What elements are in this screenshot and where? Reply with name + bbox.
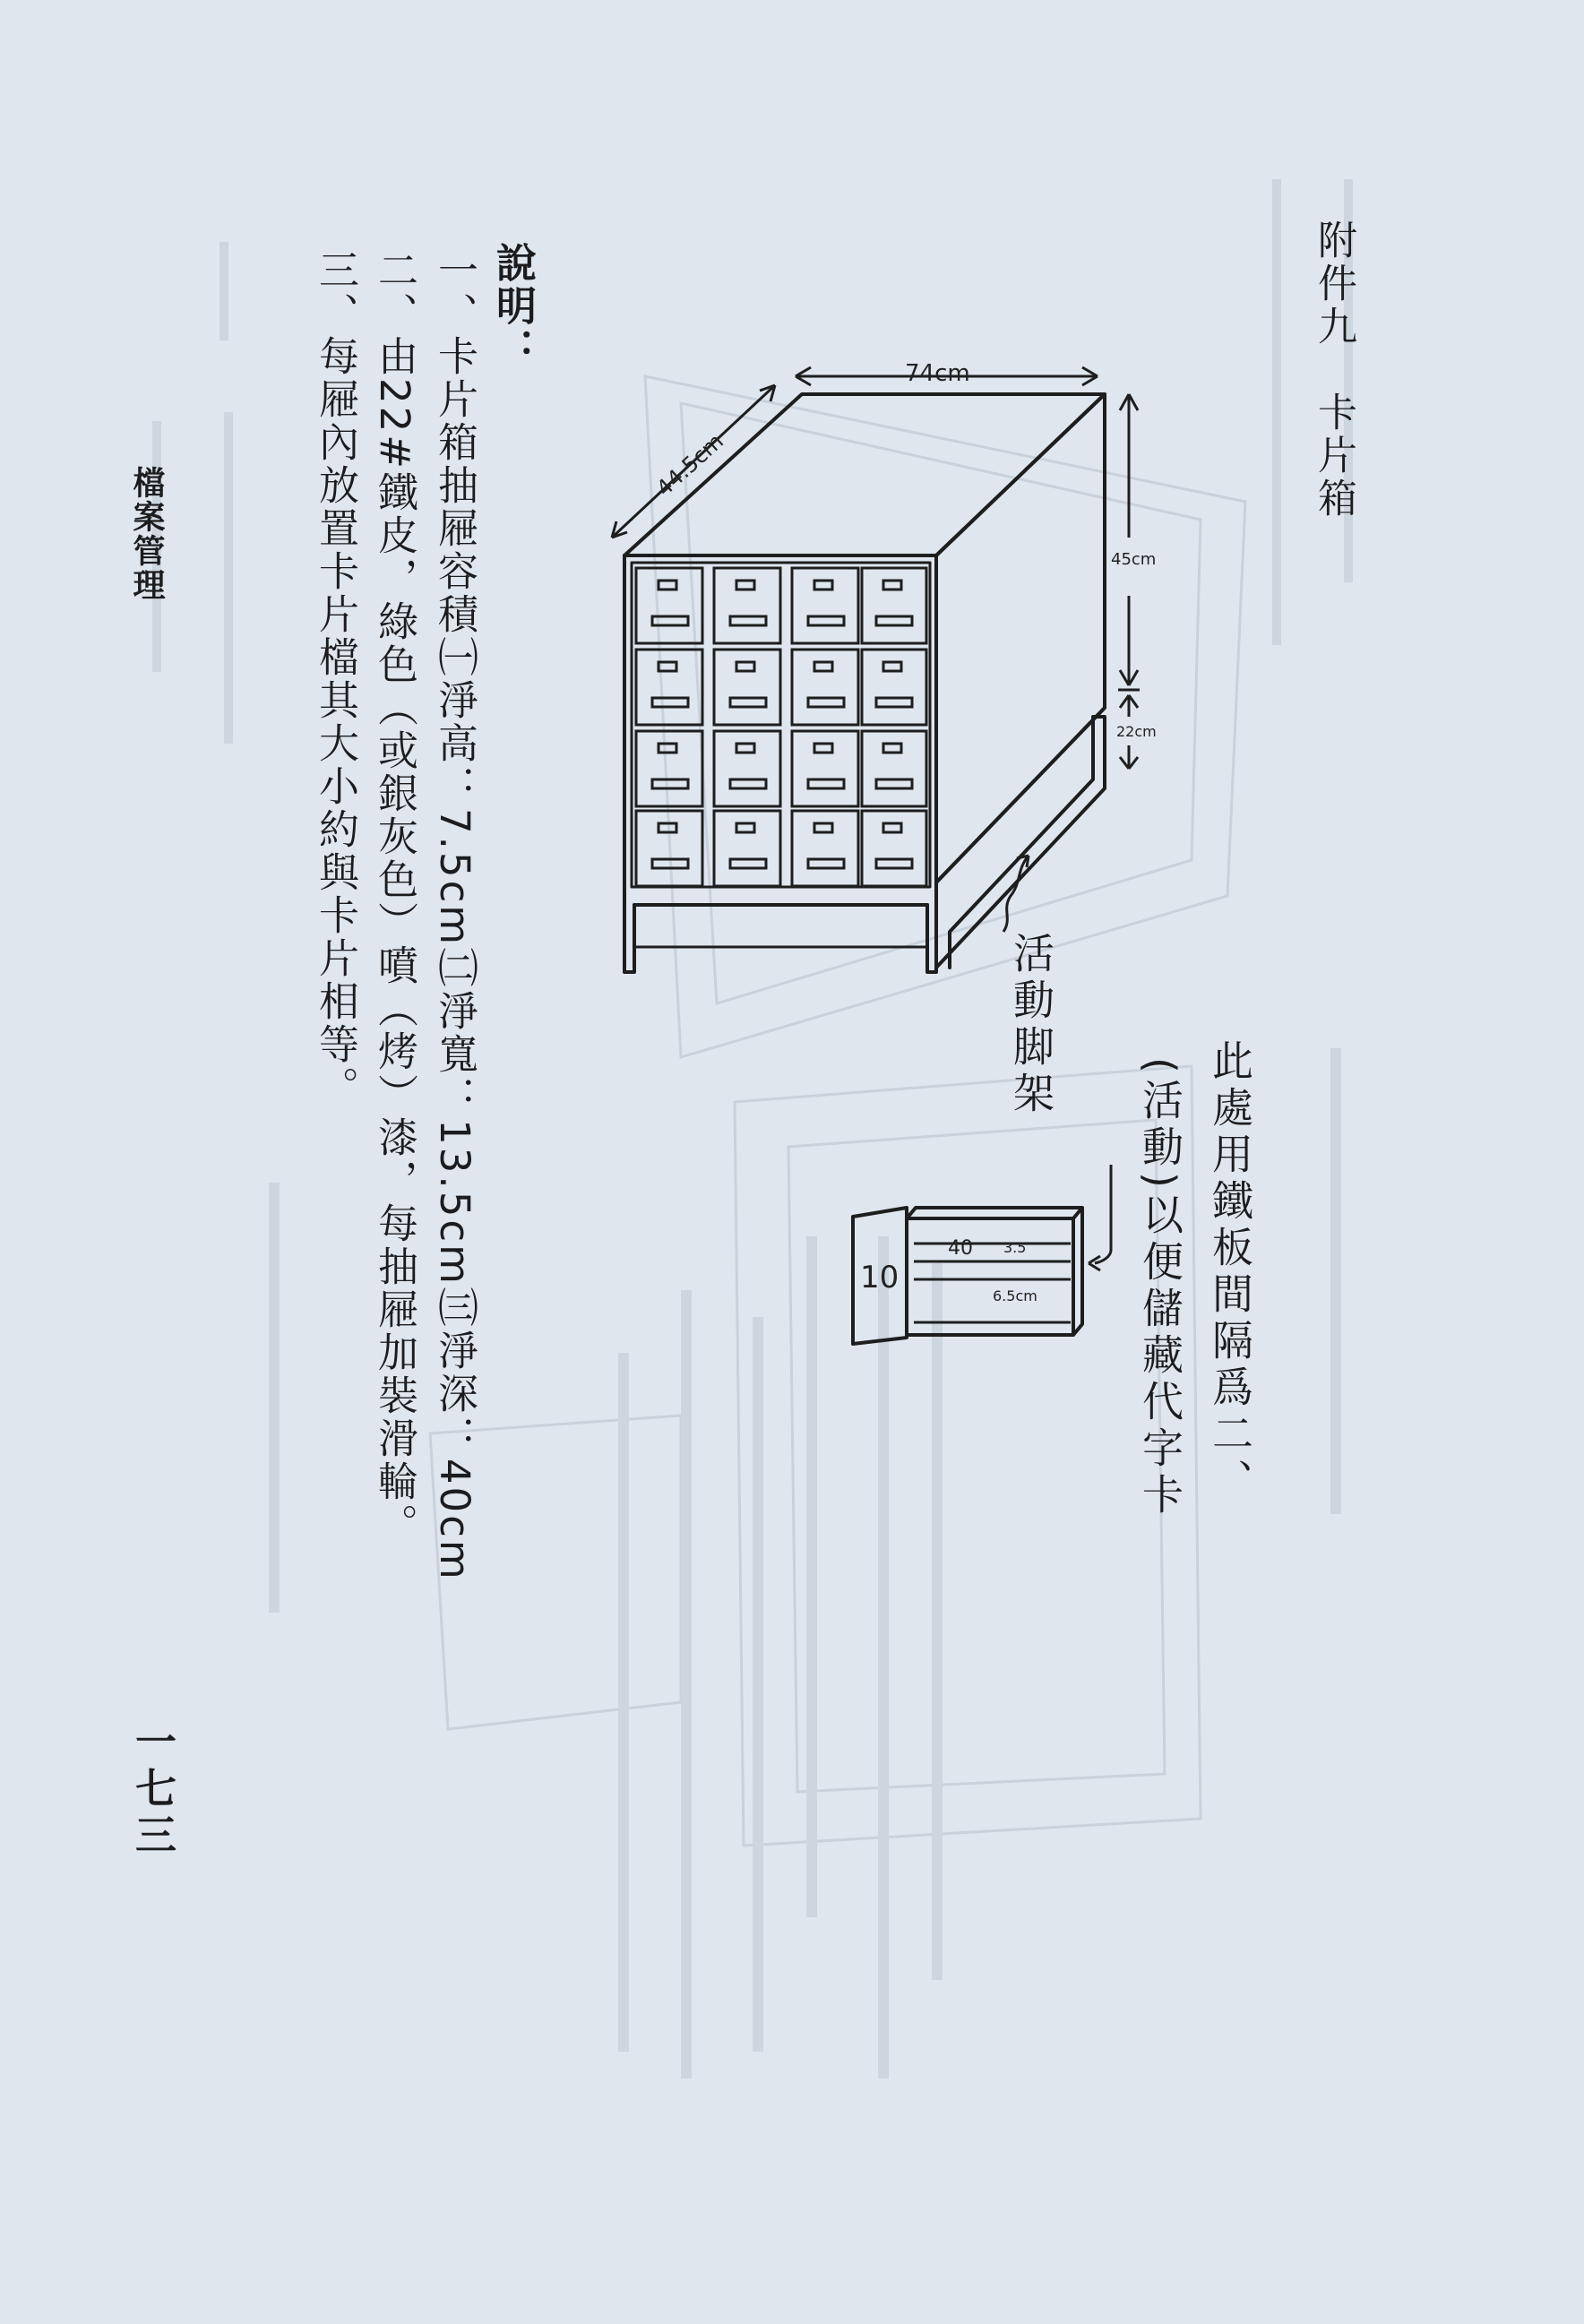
running-header: 檔案管理: [128, 466, 165, 602]
drawer-dim-40: 40: [948, 1237, 973, 1260]
notes-heading: 說明：: [489, 242, 537, 371]
drawer-dim-3-5: 3.5: [1003, 1239, 1027, 1256]
note-item-1: 一、卡片箱抽屜容積㈠淨高：7.5cm㈡淨寬：13.5cm㈢淨深：40cm: [431, 249, 478, 1582]
figure-title: 附件九 卡片箱: [1311, 219, 1356, 521]
note-item-2: 二、由22#鐵皮，綠色（或銀灰色）噴（烤）漆，每抽屜加裝滑輪。: [371, 249, 418, 1546]
drawer-number: 10: [860, 1260, 900, 1295]
stand-label: 活動脚架: [1007, 932, 1055, 1118]
dim-width-label: 74cm: [905, 360, 970, 387]
dim-height-stand-label: 22cm: [1116, 723, 1157, 740]
drawer-note-line-2: (活動)以便儲藏代字卡: [1136, 1057, 1184, 1519]
dim-height-cabinet-label: 45cm: [1111, 550, 1157, 569]
drawer-note-line-1: 此處用鐵板間隔爲二、: [1206, 1039, 1254, 1505]
drawer-dim-6-5: 6.5cm: [993, 1287, 1037, 1304]
dim-depth-label: 44.5cm: [651, 428, 728, 502]
page-number: 一七三: [129, 1720, 177, 1860]
note-item-3: 三、每屜內放置卡片檔其大小約與卡片相等。: [312, 249, 359, 1109]
